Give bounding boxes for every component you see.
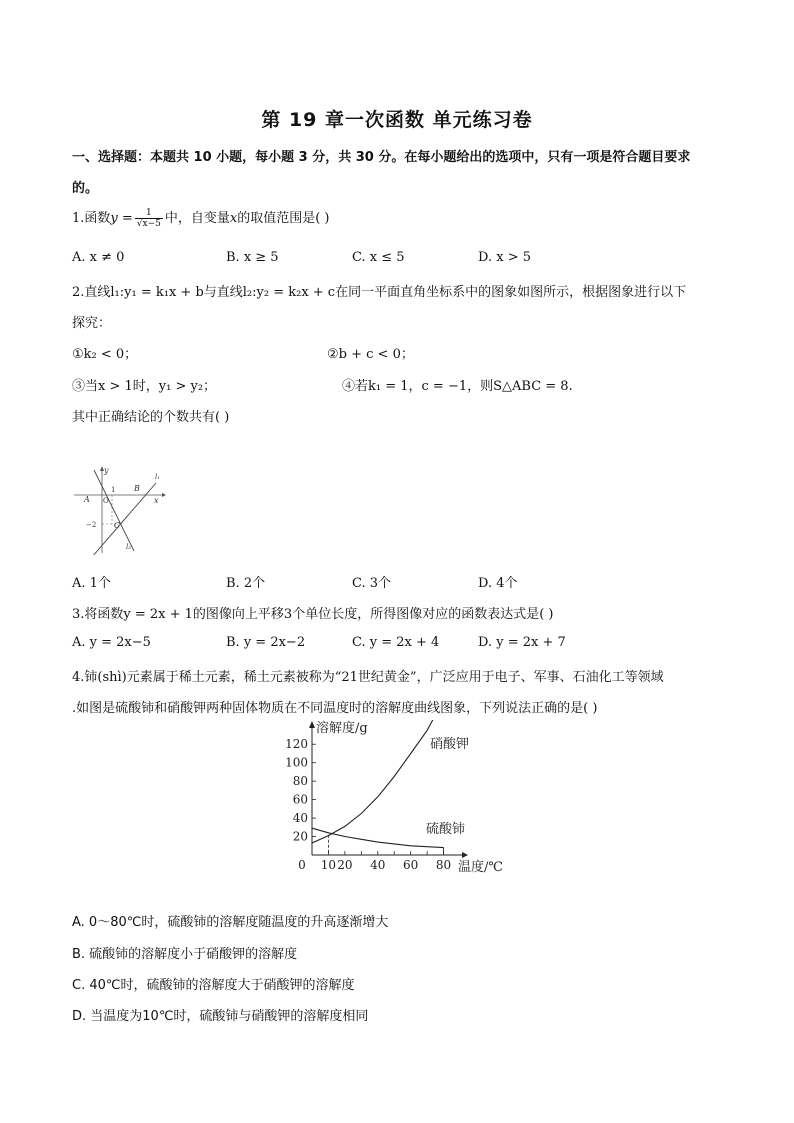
series-label-cerium-sulfate: 硫酸铈 <box>426 822 466 837</box>
q1-option-d[interactable]: D. x > 5 <box>478 250 531 265</box>
label-A: A <box>84 495 90 504</box>
q2-conclusion-1: ①k₂ < 0； <box>72 347 138 362</box>
x-axis-arrow <box>162 493 166 497</box>
chart-labels <box>316 720 503 875</box>
x-tick-label: 10 <box>320 858 337 872</box>
q1-prefix: 1.函数 <box>72 211 111 226</box>
q2-option-d[interactable]: D. 4个 <box>478 576 518 591</box>
q4-option-b[interactable]: B. 硫酸铈的溶解度小于硝酸钾的溶解度 <box>72 947 298 962</box>
label-C: C <box>114 521 121 530</box>
q4-option-d[interactable]: D. 当温度为10℃时，硫酸铈与硝酸钾的溶解度相同 <box>72 1009 369 1024</box>
q3-option-a[interactable]: A. y = 2x−5 <box>72 635 151 650</box>
q2-question: 其中正确结论的个数共有( ) <box>72 410 230 425</box>
label-x: x <box>154 496 159 505</box>
q1-suffix: 中，自变量 <box>164 211 230 226</box>
x-tick-label: 20 <box>337 858 353 872</box>
q1-lhs: y = <box>110 211 133 226</box>
q1-option-c[interactable]: C. x ≤ 5 <box>352 250 405 265</box>
label-minus2: −2 <box>86 521 97 529</box>
q2-conclusion-2: ②b + c < 0； <box>327 347 414 362</box>
y-axis-label: 溶解度/g <box>316 721 368 736</box>
q1-frac-den: √x−5 <box>136 219 161 229</box>
series-line <box>312 828 444 847</box>
y-tick-label: 40 <box>292 811 308 826</box>
q3-option-b[interactable]: B. y = 2x−2 <box>226 635 306 650</box>
x-tick-label: 0 <box>298 858 306 872</box>
y-tick-label: 60 <box>292 792 308 807</box>
section-instructions: 一、选择题：本题共 10 小题，每小题 3 分，共 30 分。在每小题给出的选项中，只有一项是符合题目要求 <box>72 150 691 165</box>
q1-var: x <box>229 211 238 226</box>
label-y: y <box>104 466 109 475</box>
label-l2: l₂ <box>126 543 132 551</box>
label-B: B <box>134 484 140 493</box>
q2-graph <box>72 465 167 555</box>
question-4-cont: .如图是硫酸铈和硝酸钾两种固体物质在不同温度时的溶解度曲线图象，下列说法正确的是( ) <box>72 701 598 716</box>
x-tick-label: 80 <box>435 858 452 872</box>
y-tick-label: 20 <box>292 829 308 844</box>
q3-option-d[interactable]: D. y = 2x + 7 <box>478 635 566 650</box>
chart-ticks <box>285 737 451 872</box>
line-l2 <box>94 470 134 551</box>
y-tick-label: 80 <box>292 774 308 789</box>
page-title: 第 19 章一次函数 单元练习卷 <box>261 109 533 131</box>
line-l1 <box>92 483 156 555</box>
q1-option-b[interactable]: B. x ≥ 5 <box>226 250 279 265</box>
q1-tail: 的取值范围是( ) <box>237 211 330 226</box>
label-l1: l₁ <box>155 473 161 481</box>
q1-frac-num: 1 <box>135 208 163 219</box>
q4-option-c[interactable]: C. 40℃时，硫酸铈的溶解度大于硝酸钾的溶解度 <box>72 978 355 993</box>
label-origin: O <box>103 497 109 505</box>
y-tick-label: 120 <box>285 737 308 752</box>
solubility-chart <box>280 720 520 875</box>
section-instructions-cont: 的。 <box>72 181 99 196</box>
q2-option-c[interactable]: C. 3个 <box>352 576 392 591</box>
x-axis-label: 温度/℃ <box>458 860 503 875</box>
x-tick-label: 40 <box>370 858 386 872</box>
x-axis-arrow <box>462 852 468 858</box>
label-one: 1 <box>111 486 116 494</box>
x-tick-label: 60 <box>403 858 419 872</box>
q2-option-a[interactable]: A. 1个 <box>72 576 111 591</box>
question-3: 3.将函数y = 2x + 1的图像向上平移3个单位长度，所得图像对应的函数表达式是( ) <box>72 607 554 622</box>
question-4: 4.铈(shì)元素属于稀土元素，稀土元素被称为“21世纪黄金”，广泛应用于电子、军事、石油化工等领域 <box>72 670 664 685</box>
q4-option-a[interactable]: A. 0～80℃时，硫酸铈的溶解度随温度的升高逐渐增大 <box>72 915 389 930</box>
series-label-potassium-nitrate: 硝酸钾 <box>430 737 470 752</box>
question-1 <box>72 206 330 232</box>
question-2: 2.直线l₁:y₁ = k₁x + b与直线l₂:y₂ = k₂x + c在同一平面直角坐标系中的图象如图所示，根据图象进行以下 <box>72 285 687 300</box>
y-axis-arrow <box>309 721 315 728</box>
q2-option-b[interactable]: B. 2个 <box>226 576 266 591</box>
q1-fraction <box>135 208 163 229</box>
q1-option-a[interactable]: A. x ≠ 0 <box>72 250 125 265</box>
q2-conclusion-4: ④若k₁ = 1，c = −1，则S△ABC = 8. <box>342 379 573 394</box>
q3-option-c[interactable]: C. y = 2x + 4 <box>352 635 440 650</box>
question-2-cont: 探究： <box>72 316 112 331</box>
q2-conclusion-3: ③当x > 1时，y₁ > y₂； <box>72 379 217 394</box>
y-tick-label: 100 <box>285 755 308 770</box>
